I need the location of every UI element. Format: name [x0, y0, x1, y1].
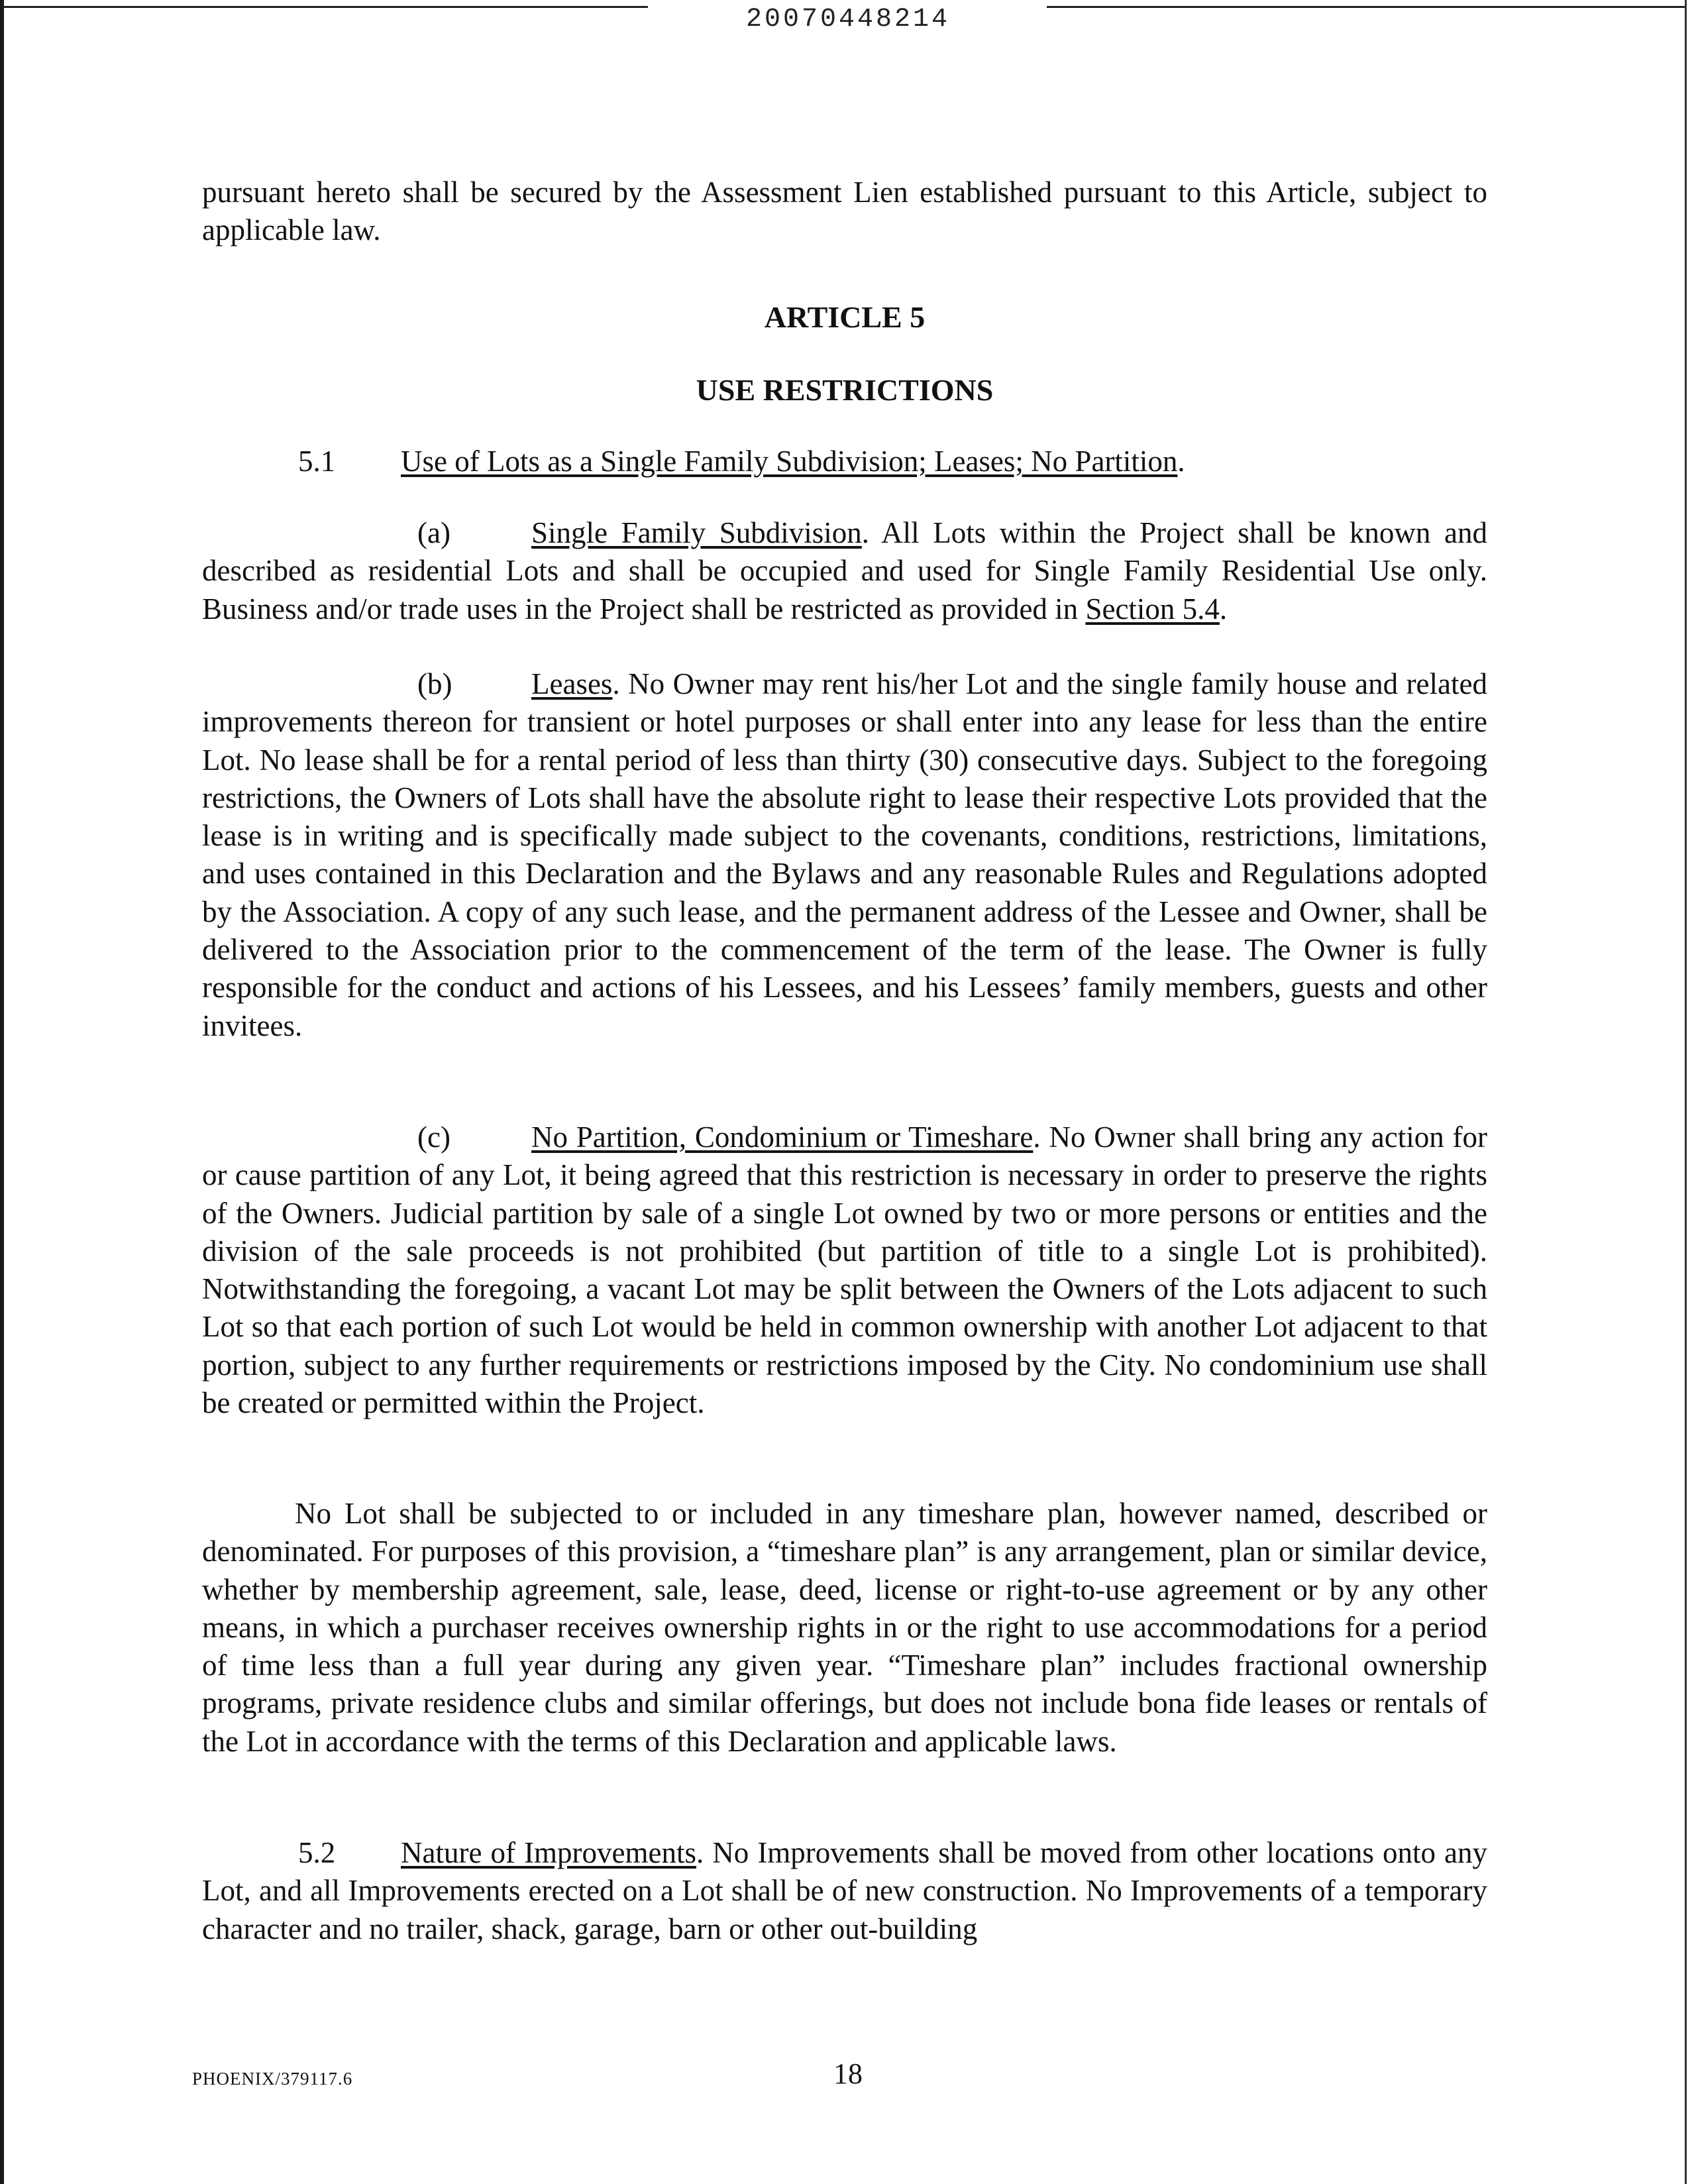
section-number: 5.1 [298, 445, 336, 478]
document-number: 20070448214 [745, 5, 951, 34]
section-title-end: . [1177, 445, 1185, 478]
continuation-text: pursuant hereto shall be secured by the Assessment Lien established pursuant to this Article, subject to applicable law. [202, 176, 1487, 247]
section-title: Nature of Improvements [401, 1836, 696, 1869]
paragraph-text: . No Owner shall bring any action for or cause partition of any Lot, it being agreed that this restriction is necessary in order to preserve the rights of the Owners. Judicial partition by sale of a single Lot owned by two or more persons or entities and the division of the sale proceeds is not prohibited (but partition of title to a single Lot is prohibited). Notwithstanding the foregoing, a vacant Lot may be split between the Owners of the Lots adjacent to such Lot so that each portion of such Lot would be held in common ownership with another Lot adjacent to that portion, subject to any further requirements or restrictions imposed by the City. No condominium use shall be created or permitted within the Project. [202, 1120, 1487, 1420]
paragraph-end: . [1219, 592, 1228, 626]
section-reference: Section 5.4 [1085, 592, 1220, 626]
page-number: 18 [833, 2057, 863, 2090]
paragraph-title: Leases [531, 667, 613, 700]
continuation-paragraph [202, 174, 1487, 250]
section-5-2 [202, 1834, 1487, 1948]
paragraph-timeshare [202, 1495, 1487, 1761]
paragraph-text: No Lot shall be subjected to or included in any timeshare plan, however named, described or denominated. For purposes of this provision, a “timeshare plan” is any arrangement, plan or similar device, whether by membership agreement, sale, lease, deed, license or right-to-use agreement or by any other means, in which a purchaser receives ownership rights in or the right to use accommodations for a period of time less than a full year during any given year. “Timeshare plan” includes fractional ownership programs, private residence clubs and similar offerings, but does not include bona fide leases or rentals of the Lot in accordance with the terms of this Declaration and applicable laws. [202, 1497, 1487, 1758]
paragraph-title: Single Family Subdivision [531, 516, 862, 549]
paragraph-text: . All Lots within the Project shall be known and described as residential Lots and shall be occupied and used for Single Family Residential Use only. Business and/or trade uses in the Project shall be restricted as provided in [202, 516, 1487, 626]
paragraph-title: No Partition, Condominium or Timeshare [531, 1120, 1034, 1154]
section-title: Use of Lots as a Single Family Subdivision; Leases; No Partition [401, 445, 1178, 478]
section-number: 5.2 [298, 1836, 336, 1869]
paragraph-label: (b) [417, 667, 452, 700]
section-text: . No Improvements shall be moved from other locations onto any Lot, and all Improvements erected on a Lot shall be of new construction. No Improvements of a temporary character and no trailer, shack, garage, barn or other out-building [202, 1836, 1488, 1945]
scan-right-edge [1685, 0, 1687, 2184]
paragraph-c [202, 1119, 1487, 1422]
paragraph-label: (c) [417, 1120, 450, 1154]
paragraph-b [202, 665, 1487, 1045]
footer-doc-id: PHOENIX/379117.6 [192, 2069, 353, 2089]
article-title: USE RESTRICTIONS [696, 373, 994, 407]
article-number: ARTICLE 5 [764, 300, 926, 334]
section-5-1-heading [202, 443, 1487, 480]
paragraph-a [202, 514, 1487, 628]
paragraph-text: . No Owner may rent his/her Lot and the single family house and related improvements thereon for transient or hotel purposes or shall enter into any lease for less than the entire Lot. No lease shall be for a rental period of less than thirty (30) consecutive days. Subject to the foregoing restrictions, the Owners of Lots shall have the absolute right to lease their respective Lots provided that the lease is in writing and is specifically made subject to the covenants, conditions, restrictions, limitations, and uses contained in this Declaration and the Bylaws and any reasonable Rules and Regulations adopted by the Association. A copy of any such lease, and the permanent address of the Lessee and Owner, shall be delivered to the Association prior to the commencement of the term of the lease. The Owner is fully responsible for the conduct and actions of his Lessees, and his Lessees’ family members, guests and other invitees. [202, 667, 1487, 1042]
scan-left-edge [0, 0, 4, 2184]
paragraph-label: (a) [417, 516, 450, 549]
